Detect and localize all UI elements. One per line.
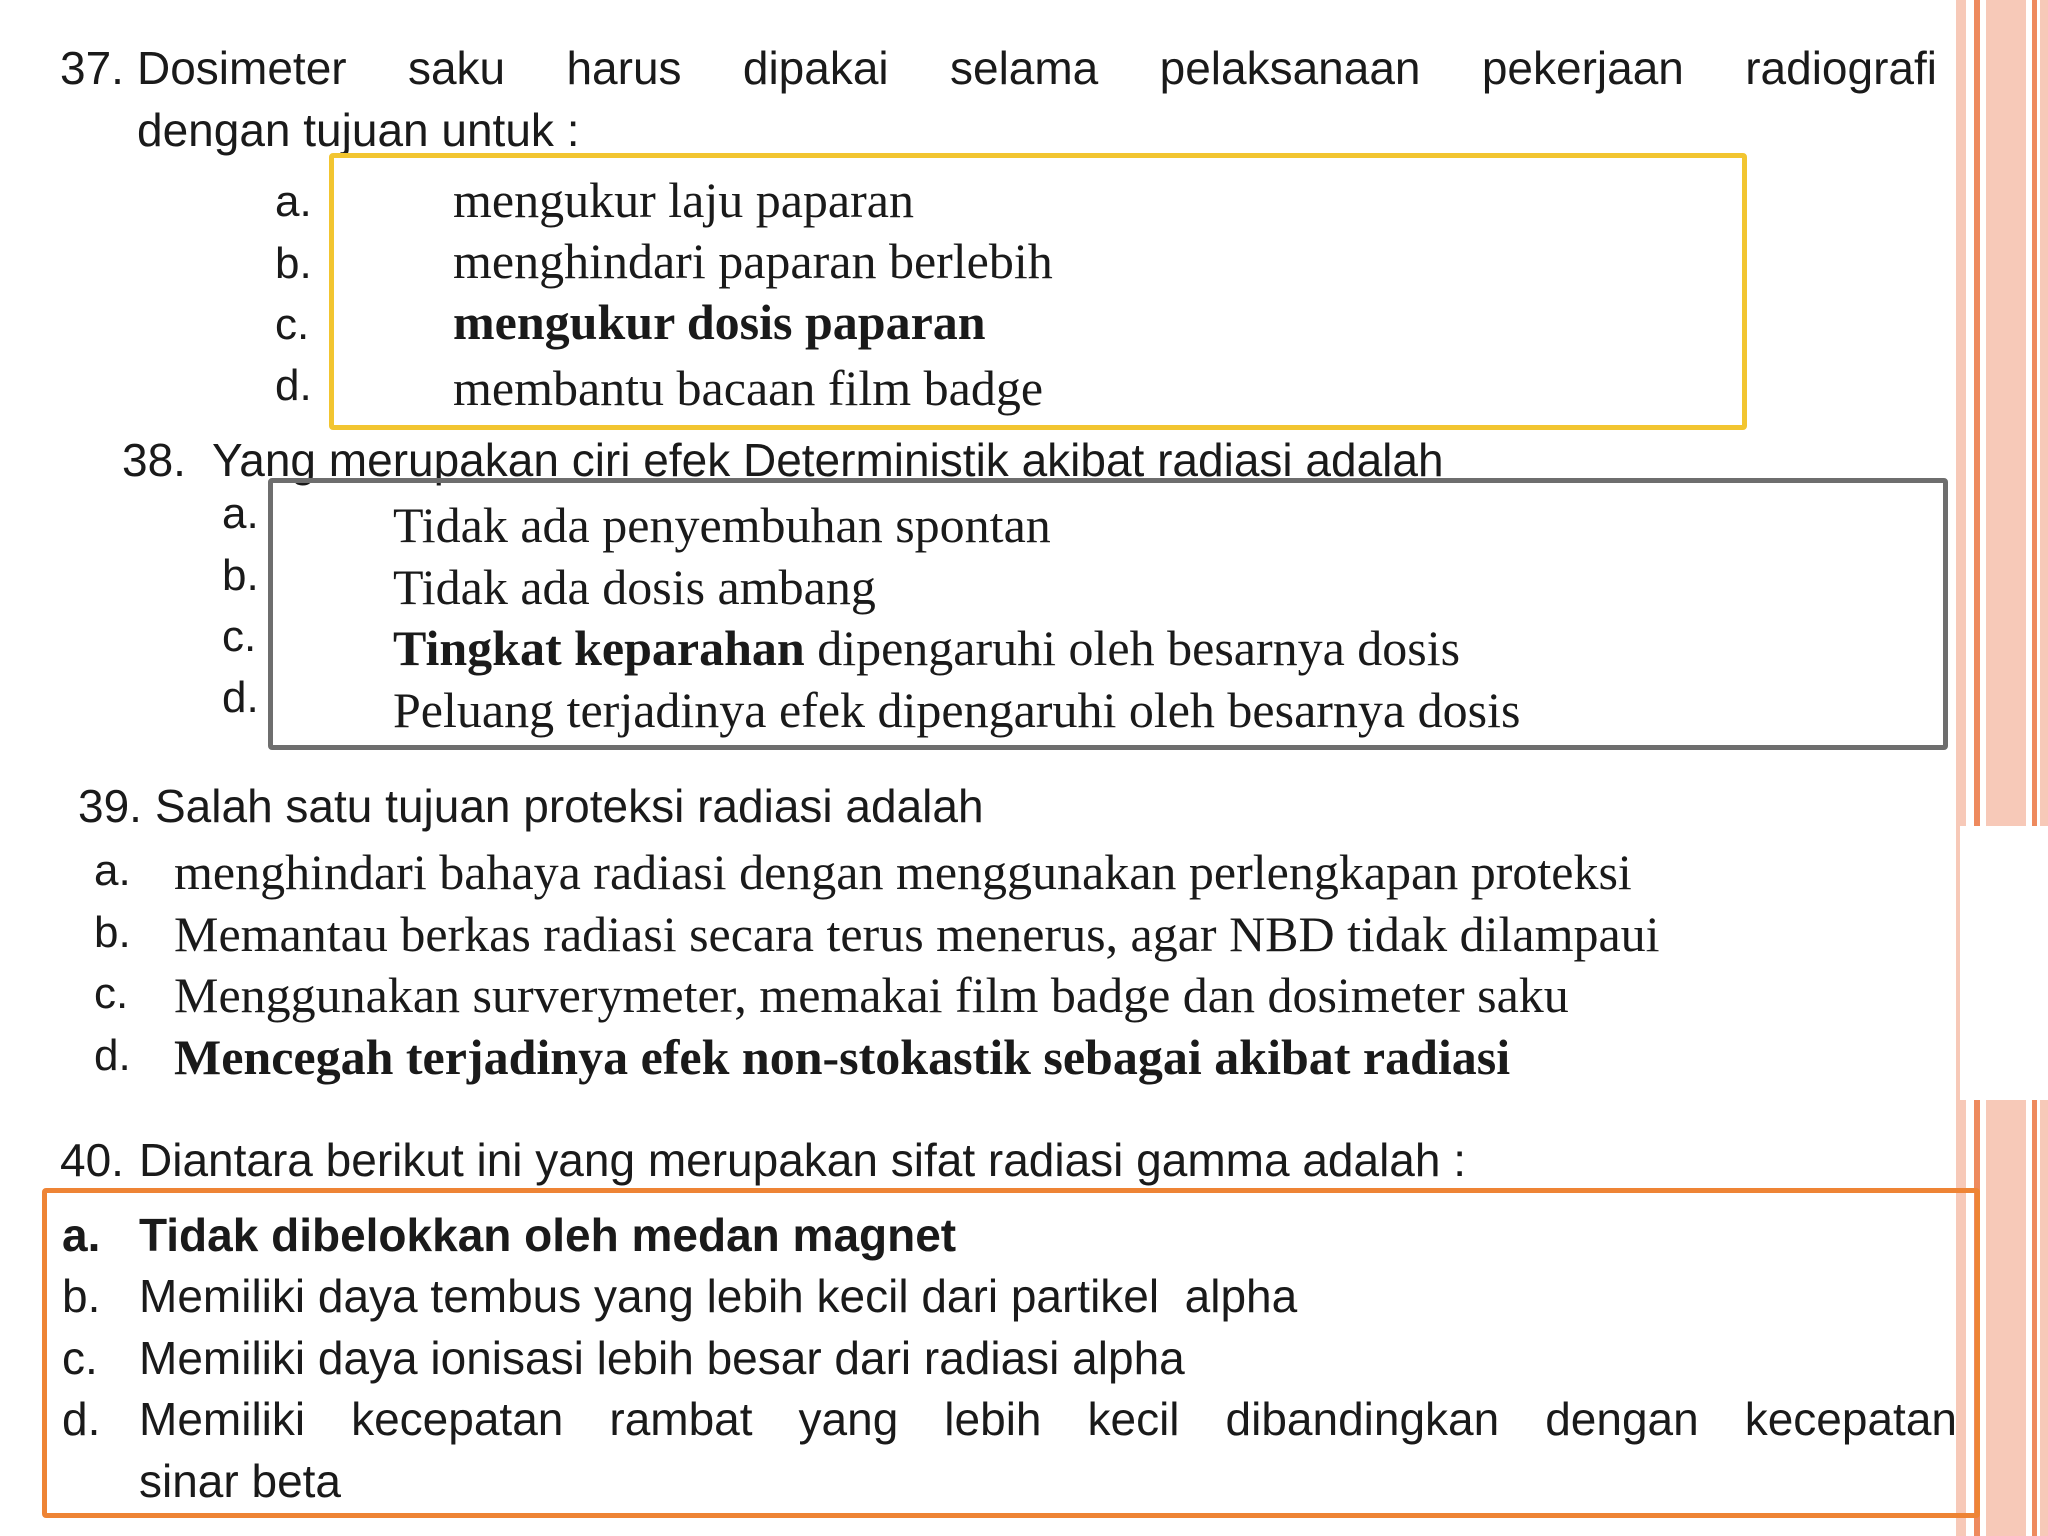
q39-option-a-letter: a. bbox=[94, 846, 131, 895]
question-38-text: Yang merupakan ciri efek Deterministik akibat radiasi adalah bbox=[212, 434, 1444, 486]
q38-option-c-letter: c. bbox=[222, 612, 257, 661]
q37-option-d-text: membantu bacaan film badge bbox=[453, 360, 1044, 416]
q37-option-c-letter: c. bbox=[275, 300, 310, 349]
q38-option-b-letter: b. bbox=[222, 551, 259, 600]
q38-option-a-letter: a. bbox=[222, 489, 259, 538]
q39-option-c-letter: c. bbox=[94, 969, 129, 1018]
stripe-light-3 bbox=[2040, 0, 2048, 1536]
q39-option-c-text: Menggunakan surverymeter, memakai film badge dan dosimeter saku bbox=[174, 967, 1569, 1023]
question-40-text: Diantara berikut ini yang merupakan sifat radiasi gamma adalah : bbox=[139, 1134, 1467, 1186]
q40-option-a-text: Tidak dibelokkan oleh medan magnet bbox=[139, 1209, 957, 1261]
q38-option-b-text: Tidak ada dosis ambang bbox=[393, 559, 876, 615]
question-40-number: 40. bbox=[60, 1134, 124, 1186]
q38-option-a-text: Tidak ada penyembuhan spontan bbox=[393, 497, 1051, 553]
q37-option-d-letter: d. bbox=[275, 361, 312, 410]
q37-option-b-letter: b. bbox=[275, 239, 312, 288]
q40-option-d-text-line1: Memiliki kecepatan rambat yang lebih kecil dibandingkan dengan kecepatan bbox=[139, 1393, 1957, 1445]
q37-option-a-letter: a. bbox=[275, 177, 312, 226]
question-39-text: Salah satu tujuan proteksi radiasi adalah bbox=[155, 780, 984, 832]
q40-option-b-text: Memiliki daya tembus yang lebih kecil dari partikel alpha bbox=[139, 1270, 1298, 1322]
question-39-number: 39. bbox=[78, 780, 142, 832]
q39-option-b-text: Memantau berkas radiasi secara terus menerus, agar NBD tidak dilampaui bbox=[174, 906, 1660, 962]
q40-option-d-letter: d. bbox=[62, 1393, 101, 1445]
q40-option-b-letter: b. bbox=[62, 1270, 101, 1322]
q39-option-a-text: menghindari bahaya radiasi dengan menggunakan perlengkapan proteksi bbox=[174, 844, 1632, 900]
q38-option-c-bold-part: Tingkat keparahan bbox=[393, 620, 805, 676]
q40-option-c-letter: c. bbox=[62, 1332, 98, 1384]
white-overlay bbox=[1960, 826, 2048, 1100]
q40-option-d-text-line2: sinar beta bbox=[139, 1455, 342, 1507]
q40-option-a-letter: a. bbox=[62, 1209, 101, 1261]
q39-option-d-letter: d. bbox=[94, 1031, 131, 1080]
question-37-number: 37. bbox=[60, 42, 124, 94]
question-38-number: 38. bbox=[122, 434, 186, 486]
q38-option-c-text bbox=[393, 618, 1460, 678]
stripe-dark-2 bbox=[2032, 0, 2037, 1536]
question-37-text-line2: dengan tujuan untuk : bbox=[137, 104, 580, 156]
q39-option-d-text: Mencegah terjadinya efek non-stokastik sebagai akibat radiasi bbox=[174, 1029, 1511, 1085]
q39-option-b-letter: b. bbox=[94, 908, 131, 957]
q38-option-d-text: Peluang terjadinya efek dipengaruhi oleh besarnya dosis bbox=[393, 682, 1521, 738]
q38-option-d-letter: d. bbox=[222, 673, 259, 722]
q38-option-c-rest: dipengaruhi oleh besarnya dosis bbox=[804, 620, 1461, 676]
q40-option-c-text: Memiliki daya ionisasi lebih besar dari radiasi alpha bbox=[139, 1332, 1185, 1384]
question-37-text-line1: Dosimeter saku harus dipakai selama pelaksanaan pekerjaan radiografi bbox=[137, 42, 1937, 94]
q37-option-b-text: menghindari paparan berlebih bbox=[453, 233, 1053, 289]
q37-option-a-text: mengukur laju paparan bbox=[453, 172, 914, 228]
q37-option-c-text: mengukur dosis paparan bbox=[453, 294, 986, 350]
stripe-light-2 bbox=[1986, 0, 2026, 1536]
